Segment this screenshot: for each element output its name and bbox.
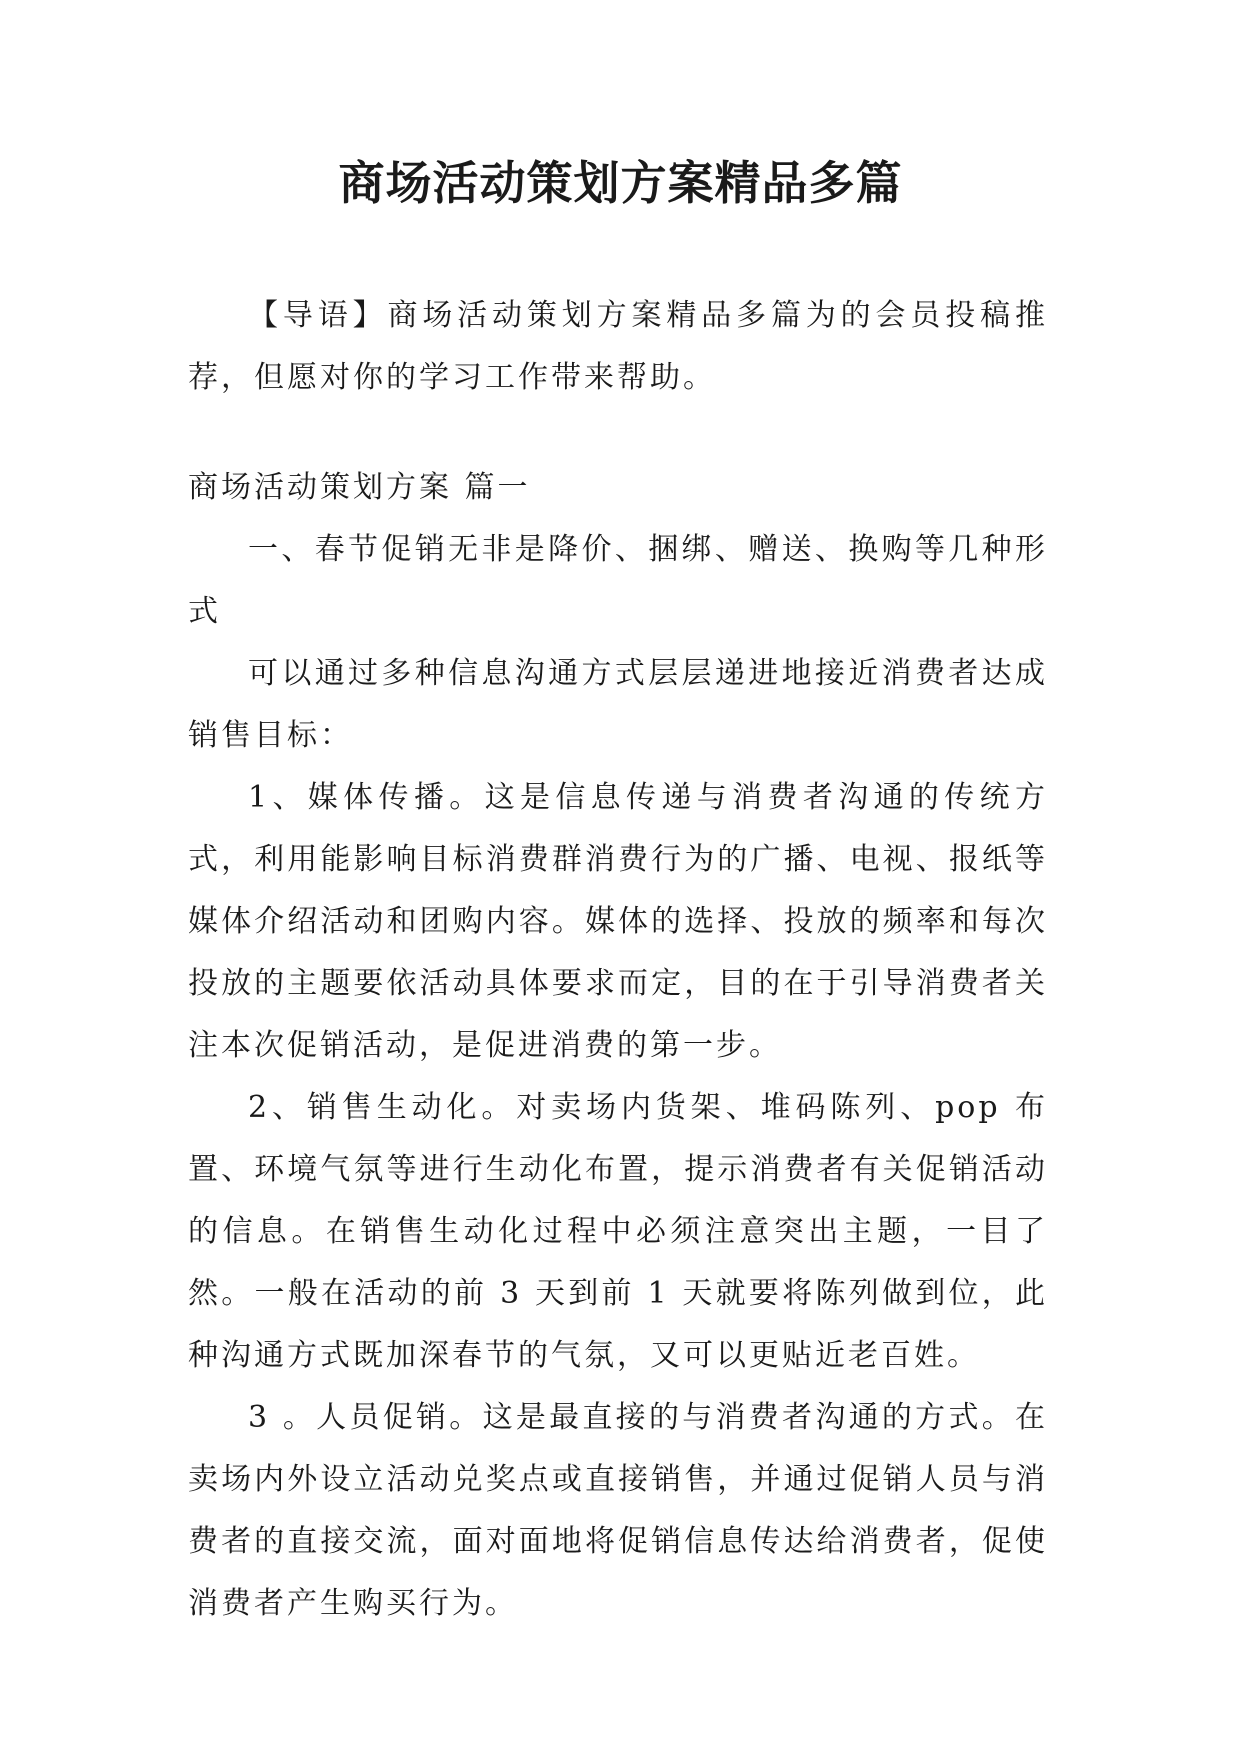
section-1: [188, 457, 1048, 1635]
document-title: 商场活动策划方案精品多篇: [338, 156, 903, 210]
paragraph-promotion-forms: 一、春节促销无非是降价、捆绑、赠送、换购等几种形式: [188, 532, 1048, 629]
section-heading: 商场活动策划方案 篇一: [188, 470, 531, 505]
paragraph-merchandising: 2、销售生动化。对卖场内货架、堆码陈列、pop 布置、环境气氛等进行生动化布置，提示消费者有关促销活动的信息。在销售生动化过程中必须注意突出主题，一目了然。一般在活动的前 3 天到前 1 天就要将陈列做到位，此种沟通方式既加深春节的气氛，又可以更贴近老百姓。: [188, 1090, 1048, 1373]
paragraph-personal-selling: 3 。人员促销。这是最直接的与消费者沟通的方式。在卖场内外设立活动兑奖点或直接销售，并通过促销人员与消费者的直接交流，面对面地将促销信息传达给消费者，促使消费者产生购买行为。: [188, 1400, 1048, 1621]
intro-paragraph: 【导语】商场活动策划方案精品多篇为的会员投稿推荐，但愿对你的学习工作带来帮助。: [188, 298, 1048, 395]
paragraph-media: 1、媒体传播。这是信息传递与消费者沟通的传统方式，利用能影响目标消费群消费行为的广播、电视、报纸等媒体介绍活动和团购内容。媒体的选择、投放的频率和每次投放的主题要依活动具体要求而定，目的在于引导消费者关注本次促销活动，是促进消费的第一步。: [188, 780, 1048, 1063]
intro-block: [188, 285, 1048, 409]
paragraph-communication: 可以通过多种信息沟通方式层层递进地接近消费者达成销售目标：: [188, 656, 1048, 753]
